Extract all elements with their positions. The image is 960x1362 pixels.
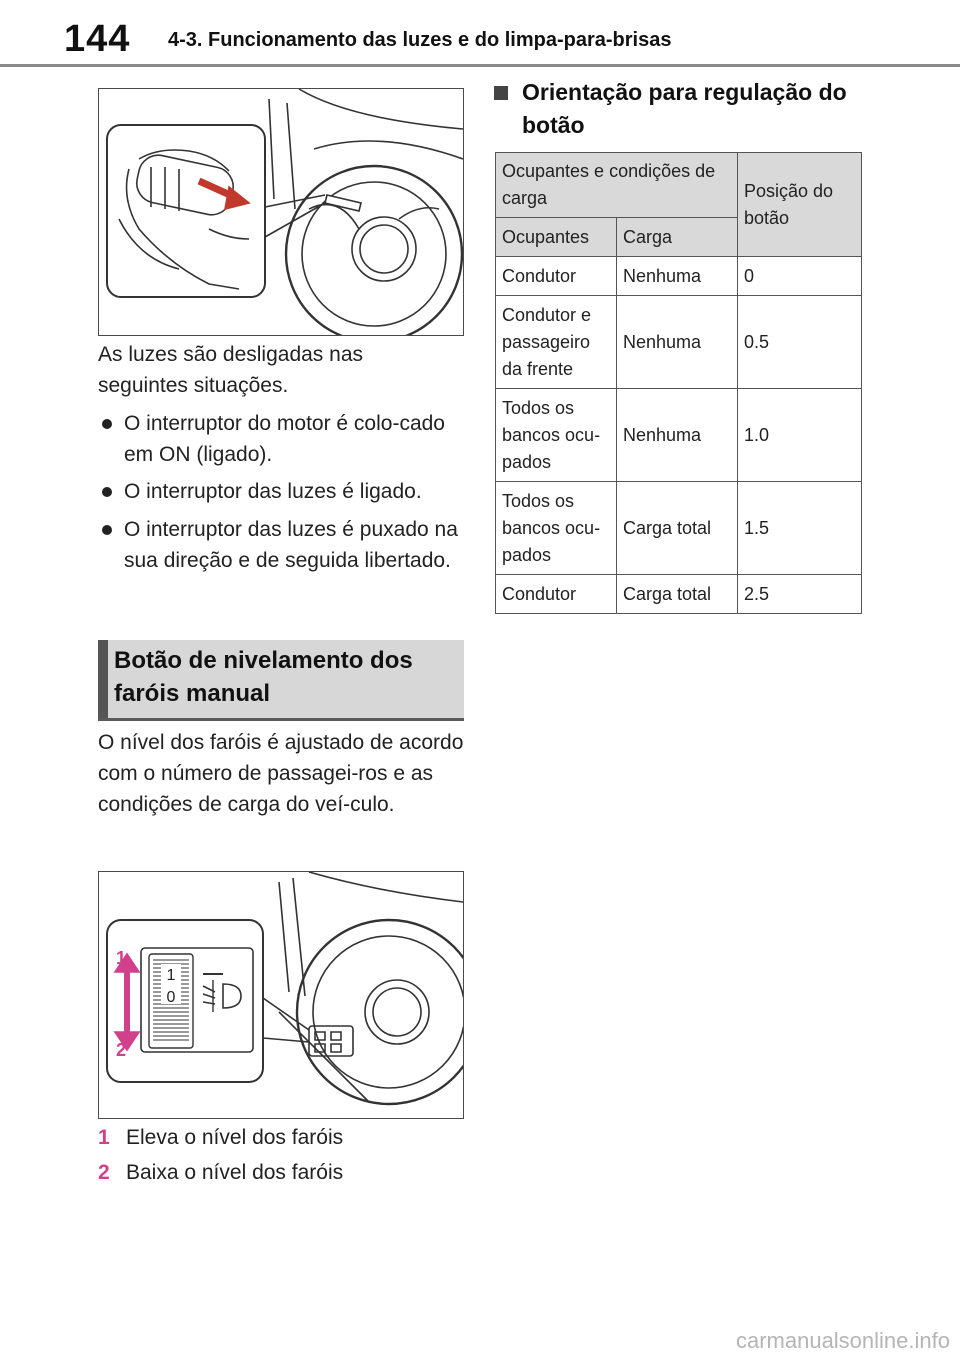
page-number: 144 xyxy=(64,18,131,60)
dial-mark-bottom: 0 xyxy=(166,989,176,1006)
legend-item xyxy=(98,1159,343,1187)
table-header-position: Posição do botão xyxy=(738,153,862,257)
table-row: Condutor e passageiro da frente Nenhuma 0.5 xyxy=(496,296,862,389)
table-subheading: Orientação para regulação do botão xyxy=(494,76,874,142)
heading-accent-bar xyxy=(98,640,108,718)
headlight-leveling-dial-illustration xyxy=(98,871,464,1119)
callout-2: 2 xyxy=(115,1040,127,1060)
table-header-load: Carga xyxy=(617,218,738,257)
legend-text: Eleva o nível dos faróis xyxy=(126,1126,344,1149)
legend-item xyxy=(98,1124,343,1152)
legend-number: 1 xyxy=(98,1126,110,1149)
heading-text: Botão de nivelamento dos faróis manual xyxy=(114,647,413,707)
list-item: O interruptor das luzes é puxado na sua direção e de seguida libertado. xyxy=(98,514,468,576)
watermark: carmanualsonline.info xyxy=(735,1328,950,1353)
header-divider xyxy=(0,64,960,67)
section-heading xyxy=(98,640,464,721)
table-row: Condutor Carga total 2.5 xyxy=(496,575,862,614)
dial-mark-top: 1 xyxy=(166,967,176,984)
bullet-icon xyxy=(102,525,112,535)
bullet-icon xyxy=(102,487,112,497)
list-item: O interruptor das luzes é ligado. xyxy=(98,476,468,507)
callout-1: 1 xyxy=(115,948,127,968)
body-paragraph: O nível dos faróis é ajustado de acordo com o número de passagei-ros e as condições de carga do veí-culo. xyxy=(98,731,464,816)
leveling-table xyxy=(495,152,862,614)
list-item: O interruptor do motor é colo-cado em ON (ligado). xyxy=(98,408,468,470)
legend-number: 2 xyxy=(98,1161,110,1184)
page-header xyxy=(0,0,960,70)
table-row: Condutor Nenhuma 0 xyxy=(496,257,862,296)
light-switch-illustration xyxy=(98,88,464,336)
legend-text: Baixa o nível dos faróis xyxy=(126,1161,344,1184)
table-header-occupants: Ocupantes xyxy=(496,218,617,257)
table-header-group: Ocupantes e condições de carga xyxy=(496,153,738,218)
intro-paragraph: As luzes são desligadas nas seguintes situações. xyxy=(98,343,363,397)
table-row: Todos os bancos ocu-pados Nenhuma 1.0 xyxy=(496,389,862,482)
square-bullet-icon xyxy=(494,86,508,100)
bullet-icon xyxy=(102,419,112,429)
table-row: Todos os bancos ocu-pados Carga total 1.5 xyxy=(496,482,862,575)
section-title: 4-3. Funcionamento das luzes e do limpa-para-brisas xyxy=(168,29,672,51)
